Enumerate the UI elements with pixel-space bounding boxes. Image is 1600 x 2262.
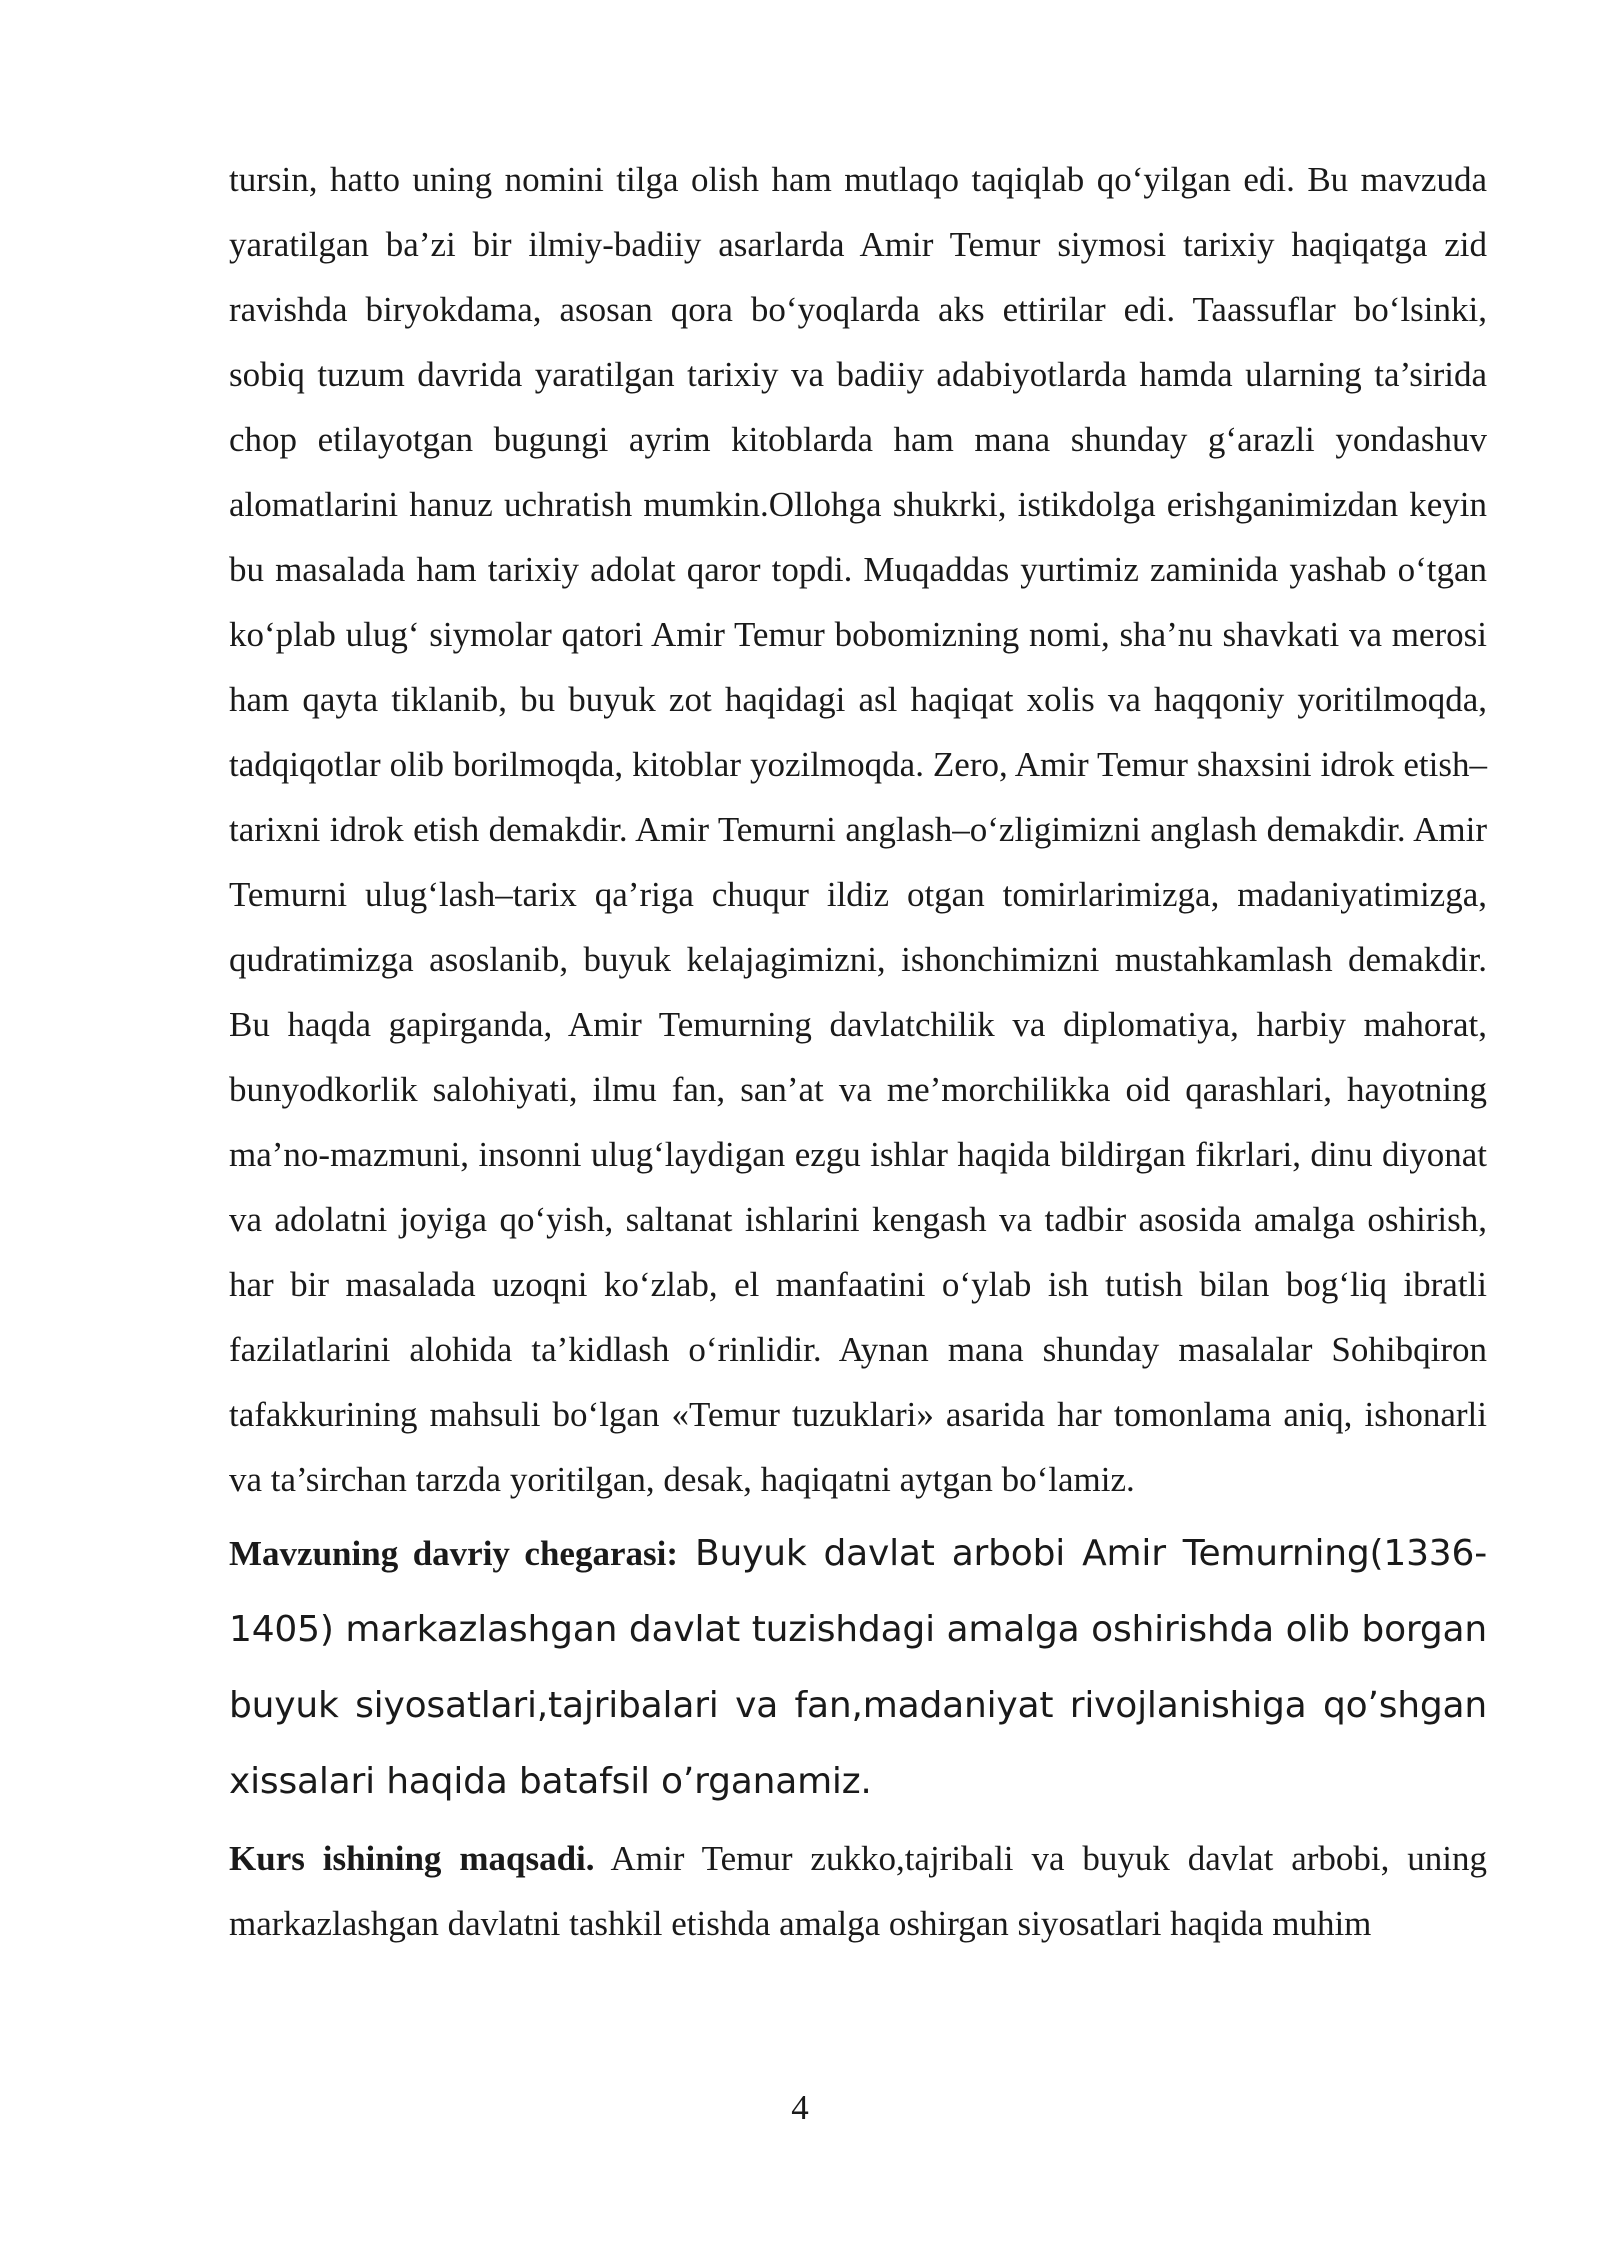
goal-label: Kurs ishining maqsadi.	[229, 1839, 595, 1878]
period-label: Mavzuning davriy chegarasi:	[229, 1534, 679, 1573]
page-number: 4	[791, 2088, 809, 2127]
period-paragraph	[229, 1516, 1487, 1820]
body-paragraph: tursin, hatto uning nomini tilga olish ham mutlaqo taqiqlab qo‘yilgan edi. Bu mavzuda yaratilgan ba’zi bir ilmiy-badiiy asarlarda Amir Temur siymosi tarixiy haqiqatga zid ravishda biryokdama, asosan qora bo‘yoqlarda aks ettirilar edi. Taassuflar bo‘lsinki, sobiq tuzum davrida yaratilgan tarixiy va badiiy adabiyotlarda hamda ularning ta’sirida chop etilayotgan bugungi ayrim kitoblarda ham mana shunday g‘arazli yondashuv alomatlarini hanuz uchratish mumkin.Ollohga shukrki, istikdolga erishganimizdan keyin bu masalada ham tarixiy adolat qaror topdi. Muqaddas yurtimiz zaminida yashab o‘tgan ko‘plab ulug‘ siymolar qatori Amir Temur bobomizning nomi, sha’nu shavkati va merosi ham qayta tiklanib, bu buyuk zot haqidagi asl haqiqat xolis va haqqoniy yoritilmoqda, tadqiqotlar olib borilmoqda, kitoblar yozilmoqda. Zero, Amir Temur shaxsini idrok etish–tarixni idrok etish demakdir. Amir Temurni anglash–o‘zligimizni anglash demakdir. Amir Temurni ulug‘lash–tarix qa’riga chuqur ildiz otgan tomirlarimizga, madaniyatimizga, qudratimizga asoslanib, buyuk kelajagimizni, ishonchimizni mustahkamlash demakdir. Bu haqda gapirganda, Amir Temurning davlatchilik va diplomatiya, harbiy mahorat, bunyodkorlik salohiyati, ilmu fan, san’at va me’morchilikka oid qarashlari, hayotning ma’no-mazmuni, insonni ulug‘laydigan ezgu ishlar haqida bildirgan fikrlari, dinu diyonat va adolatni joyiga qo‘yish, saltanat ishlarini kengash va tadbir asosida amalga oshirish, har bir masalada uzoqni ko‘zlab, el manfaatini o‘ylab ish tutish bilan bog‘liq ibratli fazilatlarini alohida ta’kidlash o‘rinlidir. Aynan mana shunday masalalar Sohibqiron tafakkurining mahsuli bo‘lgan «Temur tuzuklari» asarida har tomonlama aniq, ishonarli va ta’sirchan tarzda yoritilgan, desak, haqiqatni aytgan bo‘lamiz.	[229, 160, 1487, 1499]
goal-paragraph	[229, 1826, 1487, 1956]
goal-text: Amir Temur zukko,tajribali va buyuk davlat arbobi, uning markazlashgan davlatni tashkil etishda amalga oshirgan siyosatlari haqida muhim	[229, 1839, 1487, 1943]
period-text: Buyuk davlat arbobi Amir Temurning(1336-1405) markazlashgan davlat tuzishdagi amalga oshirishda olib borgan buyuk siyosatlari,tajribalari va fan,madaniyat rivojlanishiga qo’shgan xissalari haqida batafsil o’rganamiz.	[229, 1533, 1488, 1802]
document-body	[229, 147, 1487, 1956]
